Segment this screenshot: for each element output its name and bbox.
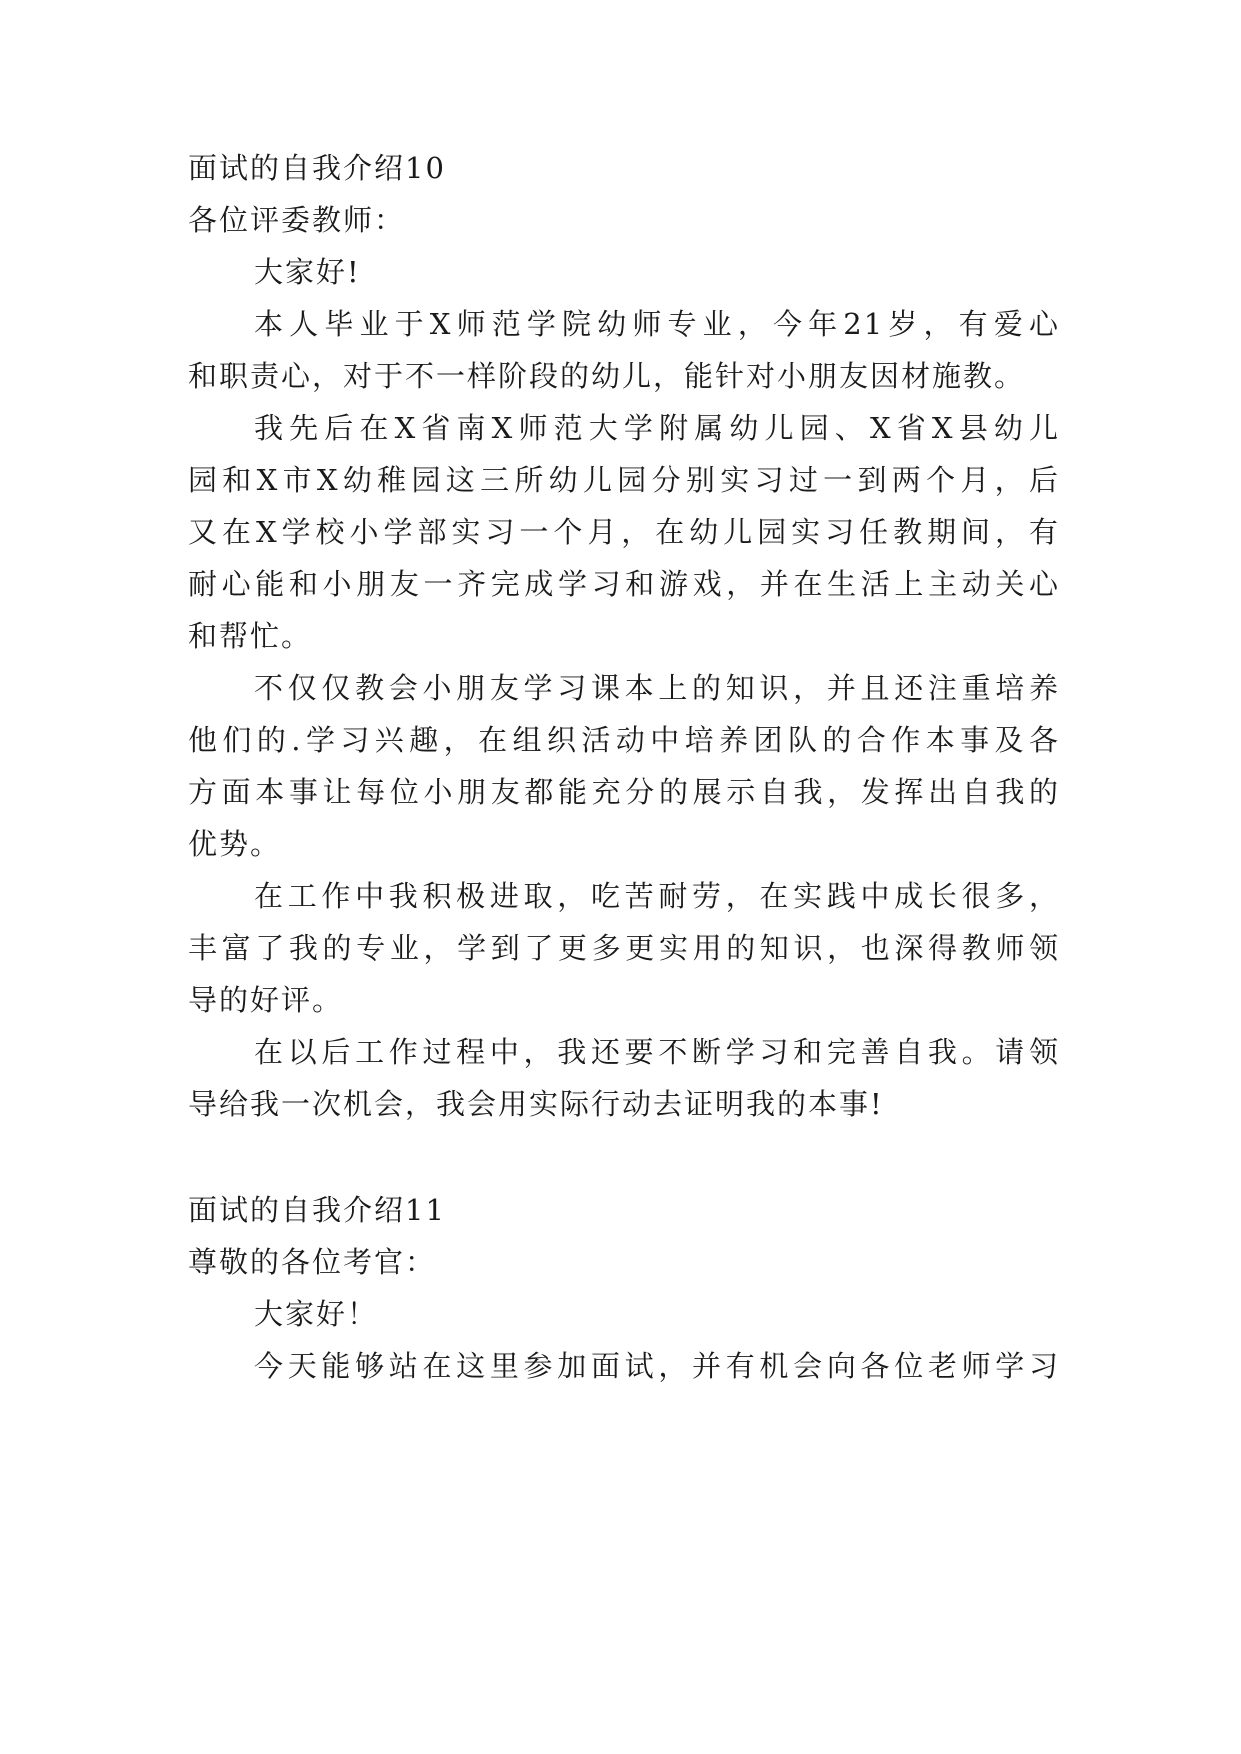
salutation: 尊敬的各位考官： <box>188 1245 437 1279</box>
paragraph-line: 导的好评。 <box>188 983 344 1017</box>
paragraph-line: 本人毕业于X师范学院幼师专业，今年21岁，有爱心 <box>254 307 1060 341</box>
paragraph-line: 在工作中我积极进取，吃苦耐劳，在实践中成长很多， <box>254 879 1060 913</box>
paragraph-line: 我先后在X省南X师范大学附属幼儿园、X省X县幼儿 <box>254 411 1060 445</box>
greeting: 大家好! <box>254 255 361 289</box>
paragraph-line: 和职责心，对于不一样阶段的幼儿，能针对小朋友因材施教。 <box>188 359 1026 393</box>
paragraph-line: 又在X学校小学部实习一个月，在幼儿园实习任教期间，有 <box>188 515 1060 549</box>
paragraph-line: 优势。 <box>188 827 282 861</box>
paragraph-line: 和帮忙。 <box>188 619 313 653</box>
section-title: 面试的自我介绍11 <box>188 1193 446 1227</box>
paragraph-line: 在以后工作过程中，我还要不断学习和完善自我。请领 <box>254 1035 1060 1069</box>
paragraph-line: 他们的.学习兴趣，在组织活动中培养团队的合作本事及各 <box>188 723 1060 757</box>
paragraph-line: 导给我一次机会，我会用实际行动去证明我的本事! <box>188 1087 884 1121</box>
paragraph-line: 耐心能和小朋友一齐完成学习和游戏，并在生活上主动关心 <box>188 567 1060 601</box>
greeting: 大家好！ <box>254 1297 379 1331</box>
paragraph-line: 园和X市X幼稚园这三所幼儿园分别实习过一到两个月，后 <box>188 463 1060 497</box>
section-title: 面试的自我介绍10 <box>188 151 446 185</box>
paragraph-line: 不仅仅教会小朋友学习课本上的知识，并且还注重培养 <box>254 671 1060 705</box>
paragraph-line: 方面本事让每位小朋友都能充分的展示自我，发挥出自我的 <box>188 775 1060 809</box>
salutation: 各位评委教师： <box>188 203 406 237</box>
paragraph-line: 丰富了我的专业，学到了更多更实用的知识，也深得教师领 <box>188 931 1060 965</box>
paragraph-line: 今天能够站在这里参加面试，并有机会向各位老师学习 <box>254 1349 1060 1383</box>
